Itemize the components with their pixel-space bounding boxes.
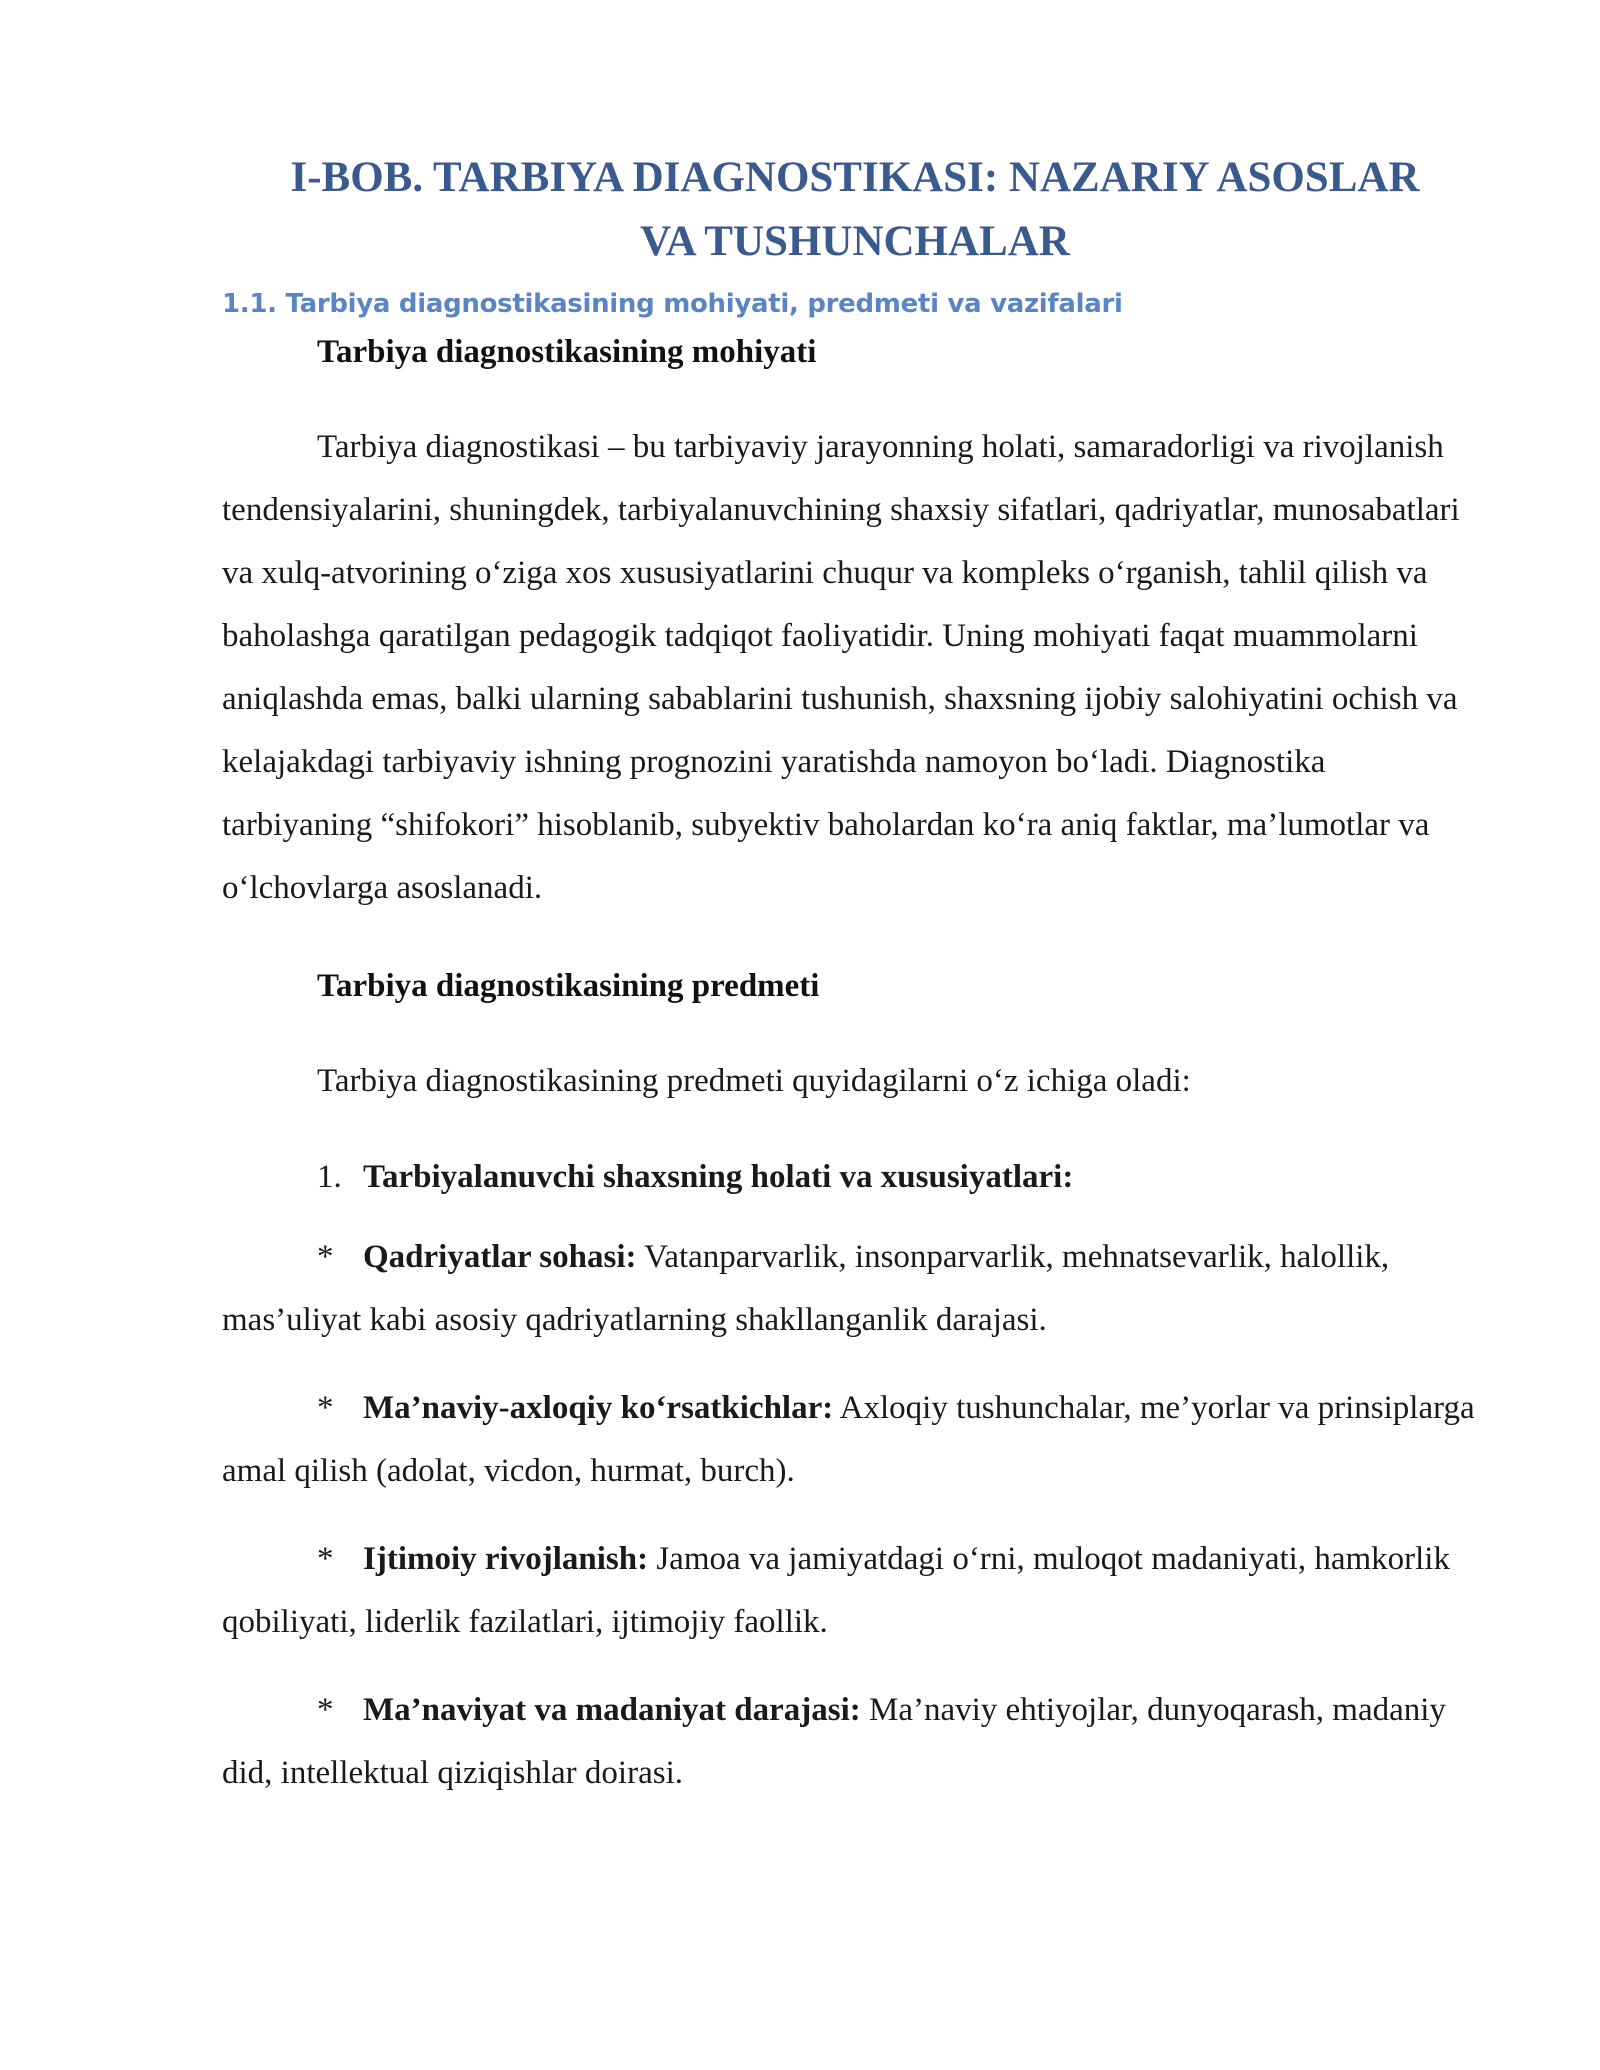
bullet-term: Qadriyatlar sohasi: xyxy=(363,1239,637,1275)
list-number: 1. xyxy=(317,1159,342,1195)
subject-intro: Tarbiya diagnostikasining predmeti quyidagilarni o‘z ichiga oladi: xyxy=(317,1063,1191,1099)
chapter-title-line-1: I-BOB. TARBIYA DIAGNOSTIKASI: NAZARIY ASOSLAR xyxy=(290,154,1420,201)
bullet-item-social-development xyxy=(222,1528,1478,1654)
bullet-item-culture-level xyxy=(222,1679,1478,1805)
chapter-title xyxy=(222,146,1478,274)
bullet-term: Ijtimoiy rivojlanish: xyxy=(363,1541,649,1577)
bullet-marker: * xyxy=(317,1541,334,1577)
bullet-item-moral-indicators xyxy=(222,1377,1478,1503)
bullet-text: Vatanparvarlik, insonparvarlik, mehnatsevarlik, halollik, mas’uliyat kabi asosiy qadriyatlarning shakllanganlik darajasi. xyxy=(222,1239,1390,1338)
list-item-label: Tarbiyalanuvchi shaxsning holati va xususiyatlari: xyxy=(363,1159,1074,1195)
bullet-text: Jamoa va jamiyatdagi o‘rni, muloqot madaniyati, hamkorlik qobiliyati, liderlik fazilatlari, ijtimojiy faollik. xyxy=(222,1541,1450,1640)
essence-paragraph: Tarbiya diagnostikasi – bu tarbiyaviy jarayonning holati, samaradorligi va rivojlanish tendensiyalarini, shuningdek, tarbiyalanuvchining shaxsiy sifatlari, qadriyatlar, munosabatlari va xulq-atvorining o‘ziga xos xususiyatlarini chuqur va kompleks o‘rganish, tahlil qilish va baholashga qaratilgan pedagogik tadqiqot faoliyatidir. Uning mohiyati faqat muammolarni aniqlashda emas, balki ularning sabablarini tushunish, shaxsning ijobiy salohiyatini ochish va kelajakdagi tarbiyaviy ishning prognozini yaratishda namoyon bo‘ladi. Diagnostika tarbiyaning “shifokori” hisoblanib, subyektiv baholardan ko‘ra aniq faktlar, ma’lumotlar va o‘lchovlarga asoslanadi. xyxy=(222,429,1460,906)
bullet-marker: * xyxy=(317,1390,334,1426)
document-body xyxy=(222,146,1478,1805)
bullet-item-values xyxy=(222,1226,1478,1352)
bullet-marker: * xyxy=(317,1692,334,1728)
bullet-text: Axloqiy tushunchalar, me’yorlar va prinsiplarga amal qilish (adolat, vicdon, hurmat, burch). xyxy=(222,1390,1475,1489)
bullet-marker: * xyxy=(317,1239,334,1275)
chapter-title-line-2: VA TUSHUNCHALAR xyxy=(640,218,1070,265)
subject-heading: Tarbiya diagnostikasining predmeti xyxy=(317,968,820,1004)
section-title: 1.1. Tarbiya diagnostikasining mohiyati, predmeti va vazifalari xyxy=(222,289,1123,319)
essence-heading: Tarbiya diagnostikasining mohiyati xyxy=(317,334,817,370)
bullet-term: Ma’naviyat va madaniyat darajasi: xyxy=(363,1692,861,1728)
bullet-text: Ma’naviy ehtiyojlar, dunyoqarash, madaniy did, intellektual qiziqishlar doirasi. xyxy=(222,1692,1446,1791)
bullet-term: Ma’naviy-axloqiy ko‘rsatkichlar: xyxy=(363,1390,834,1426)
numbered-list-item xyxy=(222,1153,1478,1201)
